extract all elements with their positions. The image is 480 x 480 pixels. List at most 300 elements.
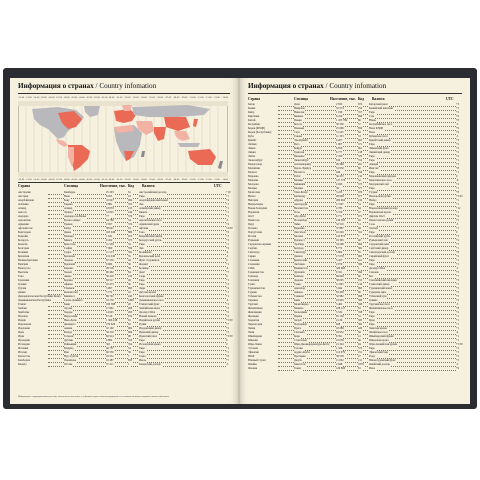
code-cell: 86 [358, 119, 361, 122]
left-page-title [18, 82, 156, 90]
population-cell: 440 [336, 171, 341, 174]
population-cell: 69 626 [336, 275, 344, 278]
code-cell: 7 [358, 235, 360, 238]
population-cell: 11 513 [106, 251, 114, 254]
utc-cell: +5 [456, 271, 459, 274]
code-cell: 995 [128, 287, 133, 290]
utc-cell: +3 [456, 103, 459, 106]
code-cell: 971 [358, 215, 363, 218]
currency-cell: Евро [369, 347, 375, 350]
capital-cell: Шри-Джаяварденепура-Котте [294, 343, 330, 346]
timezone-label: -02:00 [93, 96, 100, 99]
currency-cell: Сом [369, 115, 374, 118]
population-cell: 1 326 [336, 347, 343, 350]
code-cell: 591 [128, 251, 133, 254]
currency-cell: Евро [369, 203, 375, 206]
capital-cell: Бухарест [294, 239, 305, 242]
utc-cell: -5 [456, 223, 459, 226]
code-cell: 44 [128, 259, 131, 262]
population-cell: 60 550 [106, 351, 114, 354]
code-cell: 598 [358, 303, 363, 306]
country-cell: США [248, 267, 255, 270]
population-cell: 58 005 [336, 279, 344, 282]
code-cell: 30 [128, 283, 131, 286]
timezone-label: -05:00 [70, 178, 78, 181]
population-cell: 361 [106, 343, 111, 346]
country-cell: Кения [248, 107, 256, 110]
capital-cell: Додома [294, 279, 303, 282]
population-cell: 329 065 [336, 267, 346, 270]
capital-cell: Триполи [294, 151, 305, 154]
country-cell: Россия [248, 235, 257, 238]
timezone-label: +14:00 [221, 178, 228, 181]
utc-cell: +3 [226, 235, 229, 238]
timezone-label: +11:00 [196, 96, 204, 99]
timezone-label: -07:00 [55, 178, 63, 181]
code-cell: 52 [358, 179, 361, 182]
population-cell: 1 907 [336, 143, 343, 146]
population-cell: 67 530 [106, 259, 114, 262]
currency-cell: Евро [139, 279, 145, 282]
utc-cell: +2 [456, 111, 459, 114]
code-cell: 254 [358, 107, 363, 110]
timezone-label: +13:00 [213, 96, 220, 99]
utc-cell: +7 [226, 271, 229, 274]
capital-cell: Никосия [294, 111, 305, 114]
col-country-header: Страна [248, 97, 261, 101]
capital-cell: Алжир [64, 207, 73, 210]
population-cell: 8 772 [336, 247, 343, 250]
utc-cell: +5:45 [456, 195, 463, 198]
code-cell: 263 [128, 311, 133, 314]
code-cell: 31 [358, 203, 361, 206]
timezone-label: +12:00 [204, 96, 212, 99]
code-cell: 53 [358, 135, 361, 138]
code-cell: 421 [358, 259, 363, 262]
currency-cell: Новозеландский доллар [369, 207, 398, 210]
timezone-label: +06:00 [156, 178, 164, 181]
country-cell: Саудовская Аравия [248, 243, 271, 246]
utc-cell: +1 [226, 243, 229, 246]
capital-cell: Тбилиси [64, 287, 75, 290]
capital-cell: Дакка [64, 231, 72, 234]
capital-cell: Аддис-Абеба [294, 351, 310, 354]
code-cell: 46 [358, 339, 361, 342]
utc-cell: +5:30 [226, 319, 233, 322]
currency-cell: Турецкая лира [369, 291, 387, 294]
utc-cell: +1 [456, 263, 459, 266]
population-cell: 2 881 [106, 203, 113, 206]
country-cell: Эстония [248, 347, 258, 350]
utc-cell: +3:30 [226, 335, 233, 338]
code-cell: 47 [358, 211, 361, 214]
country-cell: Румыния [248, 239, 259, 242]
population-cell: 200 964 [336, 199, 346, 202]
code-cell: 49 [128, 279, 131, 282]
timezone-label: -01:00 [101, 96, 108, 99]
timezone-label: +09:00 [180, 178, 188, 181]
utc-cell: +5:30 [456, 343, 463, 346]
currency-cell: Евро [369, 323, 375, 326]
timezone-label: -12:00 [18, 178, 25, 181]
population-cell: 9 771 [336, 215, 343, 218]
population-cell: 126 860 [336, 367, 346, 370]
timezone-label: +09:00 [180, 96, 188, 99]
country-cell: Грузия [18, 287, 27, 290]
code-cell: 243 [128, 295, 133, 298]
country-cell: Сирия [248, 255, 256, 258]
capital-cell: Исламабад [294, 219, 307, 222]
population-cell: 52 574 [336, 107, 344, 110]
country-cell: Узбекистан [248, 295, 262, 298]
country-cell: Венесуэла [18, 267, 31, 270]
title-en: Country infomation [329, 82, 387, 90]
code-cell: 234 [358, 199, 363, 202]
utc-cell: +4 [226, 199, 229, 202]
population-cell: 11 695 [336, 283, 344, 286]
capital-cell: Лиссабон [294, 231, 306, 234]
capital-cell: Брюссель [64, 243, 76, 246]
timezone-label: +01:00 [115, 178, 123, 181]
population-cell: 18 551 [106, 355, 114, 358]
population-cell: 127 576 [336, 179, 346, 182]
zone-band-bottom [18, 172, 228, 177]
country-cell: Германия [18, 279, 30, 282]
country-cell: Филиппины [248, 307, 263, 310]
population-cell: 25 203 [106, 191, 114, 194]
code-cell: 855 [128, 359, 133, 362]
code-cell: 976 [358, 191, 363, 194]
capital-cell: Манила [294, 307, 304, 310]
code-cell: 354 [128, 343, 133, 346]
country-cell: Колумбия [248, 123, 260, 126]
code-cell: 57 [358, 123, 361, 126]
population-cell: 5 804 [336, 251, 343, 254]
country-cell: Гана [18, 275, 24, 278]
country-cell: Португалия [248, 231, 262, 234]
timezone-label: +02:00 [123, 96, 131, 99]
title-separator: / [93, 82, 100, 90]
currency-cell: Юань [369, 119, 376, 122]
code-cell: 994 [128, 199, 133, 202]
code-cell: 385 [358, 319, 363, 322]
currency-cell: Гривна [369, 299, 378, 302]
code-cell: 353 [128, 339, 133, 342]
population-cell: 4 882 [106, 339, 113, 342]
capital-cell: Тегеран [64, 335, 74, 338]
population-cell: 2 079 [336, 263, 343, 266]
currency-cell: Филиппинское песо [369, 307, 393, 310]
capital-cell: Кабул [64, 227, 72, 230]
currency-cell: Вона КНДР [369, 127, 384, 130]
timezone-label: -04:00 [78, 96, 85, 99]
capital-cell: Дамаск [294, 255, 303, 258]
country-cell: Швейцария [248, 335, 262, 338]
capital-cell: Варшава [294, 227, 305, 230]
currency-cell: Ливанский фунт [369, 147, 389, 150]
timezone-label: +13:00 [213, 178, 220, 181]
currency-cell: Аргентинское песо [139, 219, 162, 222]
timezone-label: -06:00 [63, 96, 70, 99]
country-cell: Япония [248, 367, 258, 370]
utc-cell: +2 [456, 155, 459, 158]
code-cell: 972 [128, 315, 133, 318]
country-cell: Великобритания [18, 259, 38, 262]
right-page [240, 78, 470, 404]
utc-cell: -6 [456, 179, 459, 182]
country-cell: Вьетнам [18, 271, 29, 274]
population-cell: 616 [336, 159, 341, 162]
currency-cell: Норвежская крона [369, 211, 391, 214]
capital-cell: София [64, 247, 72, 250]
population-cell: 58 558 [336, 355, 344, 358]
population-cell: 7 000 [106, 247, 113, 250]
population-cell: 2 760 [336, 155, 343, 158]
utc-cell: +2 [226, 283, 229, 286]
capital-cell: Прага [294, 327, 302, 330]
code-cell: 974 [358, 103, 363, 106]
currency-cell: Евро [369, 187, 375, 190]
currency-cell: Лев [139, 247, 144, 250]
utc-cell: -4 [456, 331, 459, 334]
utc-cell: +1 [226, 203, 229, 206]
population-cell: 17 070 [336, 255, 344, 258]
currency-cell: Боливиано [139, 251, 152, 254]
country-cell: Камбоджа [18, 359, 31, 362]
capital-cell: Куала-Лумпур [294, 167, 312, 170]
country-cell: Шри-Ланка [248, 343, 262, 346]
country-cell: Египет [18, 303, 27, 306]
capital-cell: Абу-Даби [294, 215, 306, 218]
timezone-label: +08:00 [172, 96, 180, 99]
population-cell: 1 199 [336, 111, 343, 114]
code-cell: 213 [128, 207, 133, 210]
country-cell: Зимбабве [18, 311, 30, 314]
country-cell: Бахрейн [18, 235, 28, 238]
country-cell: Ливия [248, 151, 256, 154]
currency-cell: Евро [369, 159, 375, 162]
currency-cell: Така [139, 231, 145, 234]
right-page-title [248, 82, 386, 90]
utc-cell: +1 [456, 339, 459, 342]
country-cell: Нигерия [248, 199, 259, 202]
code-cell: 90 [358, 291, 361, 294]
capital-cell: Дублин [64, 339, 74, 342]
utc-cell: +2 [456, 183, 459, 186]
currency-cell: Уругвайское песо [369, 303, 390, 306]
timezone-label: +05:00 [148, 178, 155, 181]
code-cell: 66 [358, 275, 361, 278]
utc-cell: +1 [456, 259, 459, 262]
country-cell: Финляндия [248, 311, 262, 314]
utc-cell: +1 [226, 207, 229, 210]
country-cell: Ирландия [18, 339, 30, 342]
utc-cell: +1 [456, 187, 459, 190]
currency-cell: Пакистанская рупия [369, 219, 394, 222]
utc-cell: +3 [226, 331, 229, 334]
capital-cell: Катманду [294, 195, 306, 198]
utc-cell: 0 [456, 231, 458, 234]
code-cell: 255 [358, 279, 363, 282]
currency-cell: Замбийская квача [139, 307, 161, 310]
capital-cell: Канберра [64, 191, 76, 194]
country-cell: Монголия [248, 191, 260, 194]
currency-cell: Доллар США [139, 311, 156, 314]
country-cell: Таджикистан [248, 271, 264, 274]
utc-cell: +1 [226, 347, 229, 350]
currency-cell: Иранский риал [139, 335, 158, 338]
currency-cell: Рэнд [369, 355, 375, 358]
capital-cell: Санто-Доминго [64, 299, 83, 302]
currency-cell: Бахрейнский динар [139, 235, 163, 238]
utc-cell: +1 [456, 227, 459, 230]
code-cell: 212 [358, 175, 363, 178]
country-cell: Марокко [248, 175, 259, 178]
utc-cell: +2 [456, 151, 459, 154]
code-cell: 218 [358, 151, 363, 154]
indonesia-shape [178, 143, 200, 147]
col-code-header: Код [128, 184, 134, 188]
utc-cell: +8 [456, 251, 459, 254]
utc-cell: +3 [456, 351, 459, 354]
population-cell: 18 952 [336, 331, 344, 334]
capital-cell: Кингстон [294, 363, 306, 366]
capital-cell: Минск [64, 239, 73, 242]
population-cell: 4 043 [336, 183, 343, 186]
currency-cell: Австралийский доллар [139, 191, 167, 194]
population-cell: 5 942 [336, 287, 343, 290]
col-code-header: Код [358, 97, 364, 101]
country-cell: Словакия [248, 259, 260, 262]
population-cell: 43 053 [106, 207, 114, 210]
utc-cell: +2 [456, 255, 459, 258]
country-cell: Италия [18, 351, 27, 354]
population-cell: 3 997 [106, 287, 113, 290]
population-cell: 83 517 [106, 279, 114, 282]
utc-cell: +3 [456, 243, 459, 246]
timezone-label: -06:00 [63, 178, 70, 181]
utc-cell: +7 [226, 359, 229, 362]
capital-cell: Лондон [64, 259, 74, 262]
code-cell: 40 [358, 239, 361, 242]
country-cell: Непал [248, 195, 256, 198]
capital-cell: Мехико [294, 179, 304, 182]
currency-cell: Бат [369, 275, 373, 278]
code-cell: 359 [128, 247, 133, 250]
currency-cell: Эфиопский быр [369, 351, 389, 354]
population-cell: 17 097 [336, 203, 344, 206]
code-cell: 7 [128, 355, 130, 358]
timezone-label: -11:00 [25, 96, 32, 99]
population-cell: 5 379 [336, 211, 343, 214]
timezone-label: +06:00 [156, 96, 164, 99]
currency-cell: Индийская рупия [139, 319, 160, 322]
capital-cell: Ташкент [294, 295, 305, 298]
timezone-label: +08:00 [172, 178, 180, 181]
capital-cell: Доха [294, 103, 300, 106]
right-country-table [248, 103, 464, 371]
population-cell: 1 366 418 [106, 319, 118, 322]
population-cell: 3 225 [336, 191, 343, 194]
code-cell: 964 [128, 331, 133, 334]
utc-cell: +4 [456, 215, 459, 218]
country-cell: Австралия [18, 191, 31, 194]
code-cell: 965 [358, 139, 363, 142]
country-cell: Туркменистан [248, 287, 265, 290]
currency-cell: Фунт стерлингов [139, 259, 160, 262]
capital-cell: Джакарта [64, 323, 76, 326]
country-cell: Азербайджан [18, 199, 35, 202]
utc-cell: +2 [456, 147, 459, 150]
country-cell: Албания [18, 203, 29, 206]
currency-cell: Иорданский динар [139, 327, 162, 330]
population-cell: 26 969 [336, 163, 344, 166]
capital-cell: Претория [294, 355, 306, 358]
country-cell: Словения [248, 263, 260, 266]
timezone-label: +10:00 [188, 96, 196, 99]
capital-cell: Нью-Дели [64, 319, 77, 322]
country-cell: Бельгия [18, 243, 28, 246]
country-cell: Беларусь [18, 239, 29, 242]
timezone-label: -10:00 [33, 178, 40, 181]
code-cell: 27 [358, 355, 361, 358]
currency-cell: Новый шекель [139, 315, 157, 318]
utc-cell: +3 [456, 107, 459, 110]
currency-cell: Евро [369, 231, 375, 234]
currency-cell: Сомони [369, 271, 379, 274]
population-cell: 10 473 [106, 283, 114, 286]
currency-cell: Форинт [139, 263, 149, 266]
code-cell: 98 [128, 335, 131, 338]
capital-cell: Хараре [64, 311, 73, 314]
title-en: Country infomation [99, 82, 157, 90]
currency-cell: Найра [369, 199, 377, 202]
code-cell: 61 [128, 191, 131, 194]
code-cell: 45 [128, 291, 131, 294]
currency-cell: Евро [139, 339, 145, 342]
timezone-label: -05:00 [70, 96, 78, 99]
population-cell: 38 041 [106, 227, 114, 230]
population-cell: 112 079 [336, 351, 345, 354]
capital-cell: Токио [294, 367, 302, 370]
currency-cell: Шведская крона [369, 339, 389, 342]
country-cell: Китай [248, 119, 256, 122]
capital-cell: Рига [294, 143, 300, 146]
utc-cell: +1 [456, 159, 459, 162]
timezone-label: +11:00 [196, 178, 204, 181]
code-cell: 34 [128, 347, 131, 350]
country-cell: Индонезия [18, 323, 31, 326]
title-ru: Информация о странах [18, 82, 94, 90]
country-cell: Ангола [18, 211, 27, 214]
currency-cell: Молдавский лей [369, 183, 389, 186]
country-cell: Новая Зеландия [248, 207, 267, 210]
code-cell: 216 [358, 283, 363, 286]
capital-cell: Анкара [294, 291, 303, 294]
currency-cell: Египетский фунт [139, 303, 160, 306]
population-cell: 82 914 [106, 335, 114, 338]
capital-cell: Веллингтон [294, 207, 309, 210]
capital-cell: Тирана [64, 203, 73, 206]
capital-cell: Париж [294, 315, 303, 318]
population-cell: 37 411 [106, 363, 114, 366]
population-cell: 51 225 [336, 131, 344, 134]
timezone-label: +14:00 [221, 96, 228, 99]
country-cell: Ливан [248, 147, 256, 150]
population-cell: 96 462 [106, 271, 114, 274]
currency-cell: Узбекский сум [369, 295, 387, 298]
currency-cell: Риель [139, 359, 146, 362]
